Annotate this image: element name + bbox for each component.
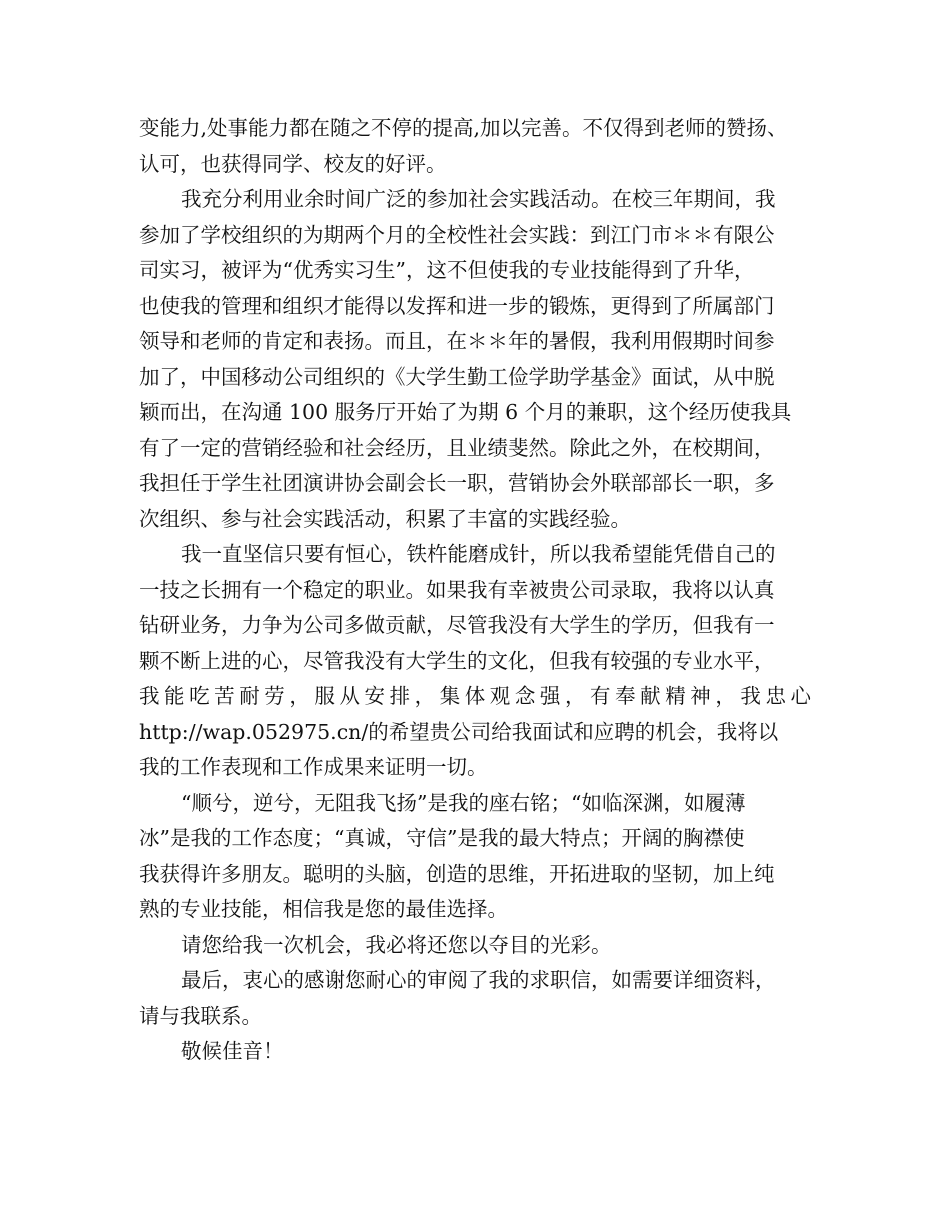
text-line: 我的工作表现和工作成果来证明一切。 (139, 755, 488, 779)
text-line: 参加了学校组织的为期两个月的全校性社会实践：到江门市＊＊有限公 (139, 222, 775, 247)
text-line: 司实习，被评为“优秀实习生”，这不但使我的专业技能得到了升华， (139, 258, 755, 282)
text-line: 也使我的管理和组织才能得以发挥和进一步的锻炼，更得到了所属部门 (139, 293, 775, 318)
text-line: 敬候佳音！ (181, 1039, 284, 1063)
text-line: 颗不断上进的心，尽管我没有大学生的文化，但我有较强的专业水平， (139, 648, 775, 673)
text-line: 颖而出，在沟通 100 服务厅开始了为期 6 个月的兼职，这个经历使我具 (139, 400, 792, 424)
text-line: 请您给我一次机会，我必将还您以夺目的光彩。 (181, 932, 612, 957)
letter-body (139, 111, 829, 1070)
text-line: 我获得许多朋友。聪明的头脑，创造的思维，开拓进取的坚韧，加上纯 (139, 861, 775, 886)
text-line: 加了，中国移动公司组织的《大学生勤工俭学助学基金》面试，从中脱 (139, 364, 775, 389)
text-line: 最后，衷心的感谢您耐心的审阅了我的求职信，如需要详细资料， (181, 968, 776, 992)
text-line: 我一直坚信只要有恒心，铁杵能磨成针，所以我希望能凭借自己的 (181, 542, 776, 566)
text-line: 我担任于学生社团演讲协会副会长一职，营销协会外联部部长一职，多 (139, 471, 775, 495)
text-line: 冰”是我的工作态度；“真诚，守信”是我的最大特点；开阔的胸襟使 (139, 826, 745, 850)
text-line: 熟的专业技能，相信我是您的最佳选择。 (139, 897, 508, 921)
text-line: 变能力,处事能力都在随之不停的提高,加以完善。不仅得到老师的赞扬、 (139, 116, 788, 140)
text-line: 我充分利用业余时间广泛的参加社会实践活动。在校三年期间，我 (181, 187, 776, 211)
text-line: 一技之长拥有一个稳定的职业。如果我有幸被贵公司录取，我将以认真 (139, 577, 775, 602)
text-line: 领导和老师的肯定和表扬。而且，在＊＊年的暑假，我利用假期时间参 (139, 329, 775, 353)
text-line: 次组织、参与社会实践活动，积累了丰富的实践经验。 (139, 506, 631, 531)
text-line: 我能吃苦耐劳，服从安排，集体观念强，有奉献精神，我忠心 (139, 684, 811, 708)
text-line: 请与我联系。 (139, 1003, 262, 1028)
text-line: “顺兮，逆兮，无阻我飞扬”是我的座右铭；“如临深渊，如履薄 (181, 790, 746, 815)
text-line: http://wap.052975.cn/的希望贵公司给我面试和应聘的机会，我将以 (139, 719, 779, 744)
text-line: 有了一定的营销经验和社会经历，且业绩斐然。除此之外，在校期间， (139, 435, 775, 460)
text-line: 钻研业务，力争为公司多做贡献，尽管我没有大学生的学历，但我有一 (139, 613, 775, 637)
text-line: 认可，也获得同学、校友的好评。 (139, 151, 447, 176)
